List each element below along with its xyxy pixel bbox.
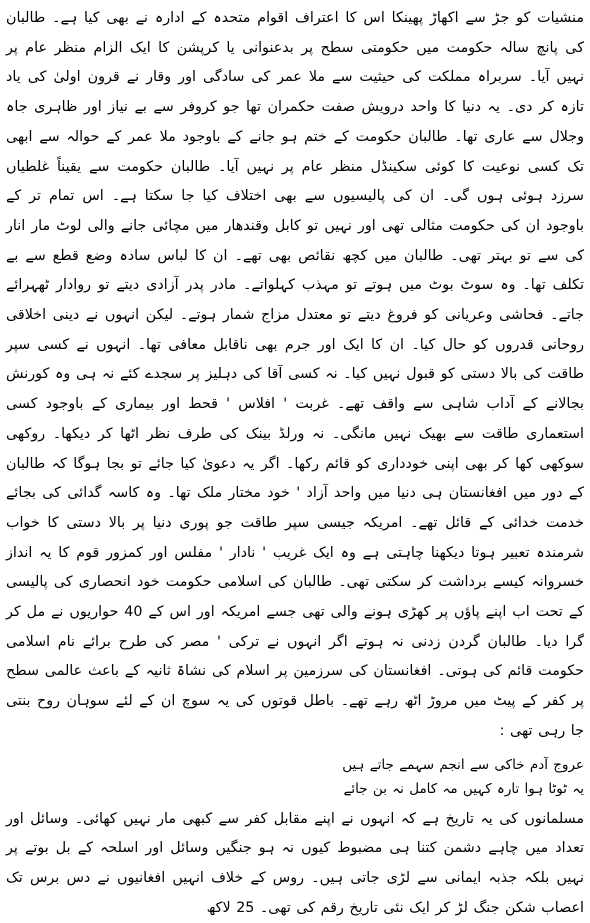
poem-couplet	[6, 753, 584, 801]
article-body	[6, 4, 584, 923]
poem-line-1: عروج آدم خاکی سے انجم سہمے جاتے ہیں	[342, 756, 584, 773]
poem-line-2: یہ ٹوٹا ہوا تارہ کہیں مہ کامل نہ بن جائے	[343, 780, 584, 797]
paragraph-2: مسلمانوں کی یہ تاریخ ہے کہ انہوں نے اپنے مقابل کفر سے کبھی مار نہیں کھائی۔ وسائل اور تعداد میں چاہے دشمن کتنا ہی مضبوط کیوں نہ ہو جنگیں وسائل اور اسلحہ کے بل بوتے پر نہیں بلکہ جذبہ ایمانی سے لڑی جاتی ہیں۔ روس کے خلاف انہیں افغانیوں نے دس برس تک اعصاب شکن جنگ لڑ کر ایک نئی تاریخ رقم کی تھی۔ 25 لاکھ	[6, 810, 584, 916]
paragraph-1: منشیات کو جڑ سے اکھاڑ پھینکا اس کا اعتراف اقوام متحدہ کے ادارہ نے بھی کیا ہے۔ طالبان کی پانچ سالہ حکومت میں حکومتی سطح پر بدعنوانی یا کرپشن کا ایک الزام منظر عام پر نہیں آیا۔ سربراہ مملکت کی حیثیت سے ملا عمر کی سادگی اور وقار نے قرون اولیٰ کی یاد تازہ کر دی۔ یہ دنیا کا واحد درویش صفت حکمران تھا جو کروفر سے بے نیاز اور ظاہری جاہ وجلال سے عاری تھا۔ طالبان حکومت کے ختم ہو جانے کے باوجود ملا عمر کے حوالہ سے ابھی تک کسی نوعیت کا کوئی سکینڈل منظر عام پر نہیں آیا۔ طالبان حکومت سے یقیناً غلطیاں سرزد ہوئی ہوں گی۔ ان کی پالیسیوں سے بھی اختلاف کیا جا سکتا ہے۔ اس تمام تر کے باوجود ان کی حکومت مثالی تھی اور نہیں تو کابل وقندھار میں مچائی جانے والی لوٹ مار انار کی سے تو بہتر تھی۔ طالبان میں کچھ نقائص بھی تھے۔ ان کا لباس سادہ وضع قطع سے بے تکلف تھا۔ وہ سوٹ بوٹ میں ہوتے تو مہذب کہلواتے۔ مادر پدر آزادی دیتے تو روادار ٹھہرائے جاتے۔ فحاشی وعریانی کو فروغ دیتے تو معتدل مزاج شمار ہوتے۔ لیکن انہوں نے دینی اخلاقی روحانی قدروں کو حال کیا۔ ان کا ایک اور جرم بھی ناقابل معافی تھا۔ انہوں نے کسی سپر طاقت کی بالا دستی کو قبول نہیں کیا۔ نہ کسی آقا کی دہلیز پر سجدے کئے نہ ہی وہ کورنش بجالانے کے آداب شاہی سے واقف تھے۔ غربت ' افلاس ' قحط اور بیماری کے باوجود کسی استعماری طاقت سے بھیک نہیں مانگی۔ نہ ورلڈ بینک کی طرف نظر اٹھا کر دیکھا۔ روکھی سوکھی کھا کر بھی اپنی خودداری کو قائم رکھا۔ اگر یہ دعویٰ کیا جائے تو بجا ہوگا کہ طالبان کے دور میں افغانستان ہی دنیا میں واحد آزاد ' خود مختار ملک تھا۔ وہ کاسہ گدائی کی بجائے خدمت خدائی کے قائل تھے۔ امریکہ جیسی سپر طاقت جو پوری دنیا پر بالا دستی کا خواب شرمندہ تعبیر ہوتا دیکھنا چاہتی ہے وہ ایک غریب ' نادار ' مفلس اور کمزور قوم کا یہ انداز خسروانہ کیسے برداشت کر سکتی تھی۔ طالبان کی اسلامی حکومت خود انحصاری کی پالیسی کے تحت اب اپنے پاؤں پر کھڑی ہونے والی تھی جسے امریکہ اور اس کے 40 حواریوں نے مل کر گرا دیا۔ طالبان گردن زدنی نہ ہوتے اگر انہوں نے ترکی ' مصر کی طرح برائے نام اسلامی حکومت قائم کی ہوتی۔ افغانستان کی سرزمین پر اسلام کی نشاۃ ثانیہ کے باعث عالمی سطح پر کفر کے پیٹ میں مروڑ اٹھ رہے تھے۔ باطل قوتوں کی یہ سوچ ان کے لئے سوہان روح بنتی جا رہی تھی :	[6, 10, 584, 739]
